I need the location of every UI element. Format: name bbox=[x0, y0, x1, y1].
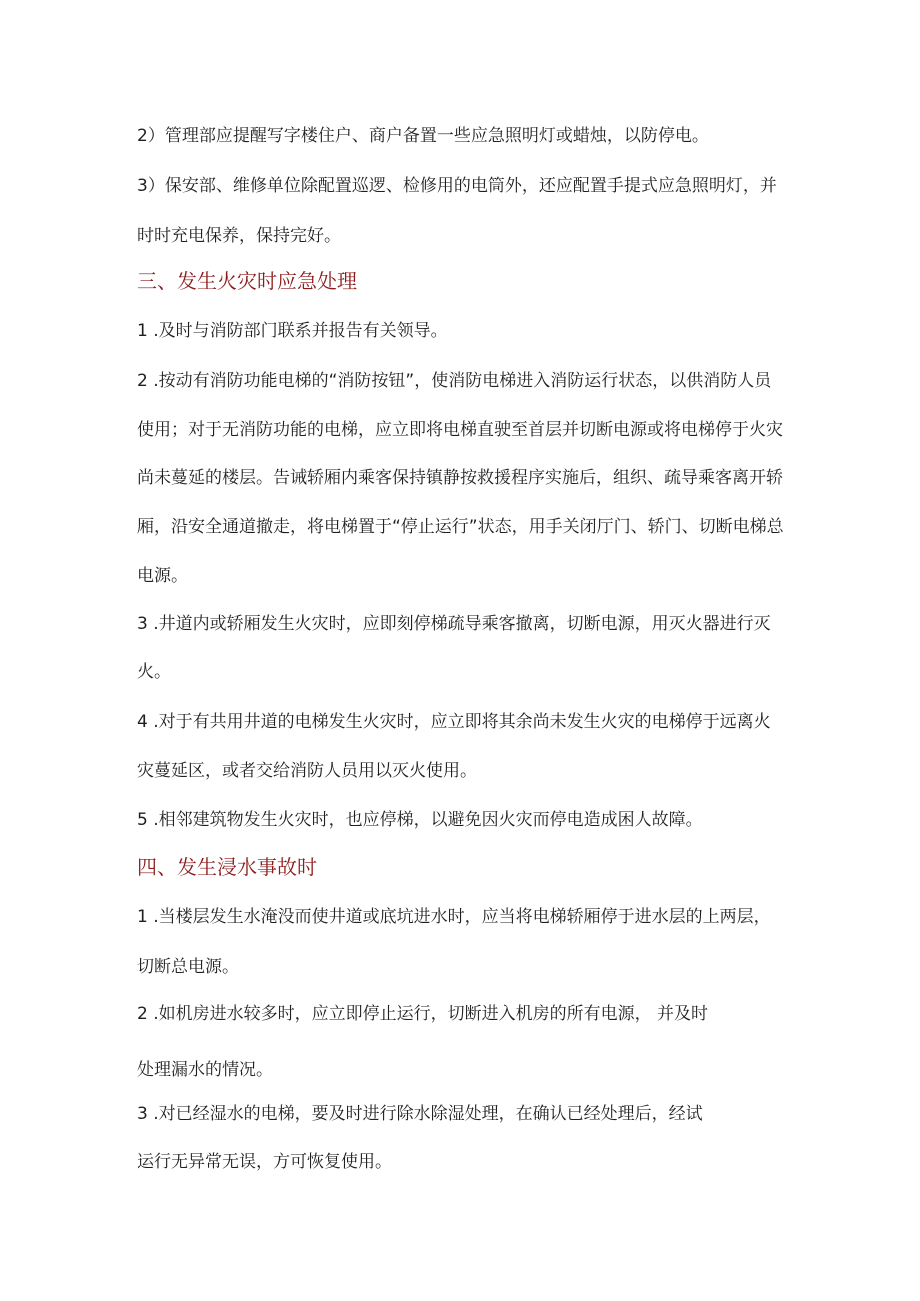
section-heading-flood: 四、发生浸水事故时 bbox=[137, 855, 317, 879]
paragraph-line: 2）管理部应提醒写字楼住户、商户备置一些应急照明灯或蜡烛，以防停电。 bbox=[137, 126, 709, 146]
paragraph-line: 3 .井道内或轿厢发生火灾时，应即刻停梯疏导乘客撤离，切断电源，用灭火器进行灭 bbox=[137, 614, 771, 634]
paragraph-line: 火。 bbox=[137, 662, 171, 682]
paragraph-line: 1 .当楼层发生水淹没而使井道或底坑进水时，应当将电梯轿厢停于进水层的上两层， bbox=[137, 907, 771, 927]
paragraph-line: 5 .相邻建筑物发生火灾时，也应停梯，以避免因火灾而停电造成困人故障。 bbox=[137, 810, 703, 830]
paragraph-line: 使用；对于无消防功能的电梯，应立即将电梯直驶至首层并切断电源或将电梯停于火灾 bbox=[137, 420, 783, 440]
paragraph-line: 切断总电源。 bbox=[137, 957, 239, 977]
paragraph-line: 处理漏水的情况。 bbox=[137, 1060, 273, 1080]
paragraph-line: 电源。 bbox=[137, 566, 188, 586]
paragraph-line: 灾蔓延区，或者交给消防人员用以灭火使用。 bbox=[137, 761, 477, 781]
paragraph-line: 3 .对已经湿水的电梯，要及时进行除水除湿处理，在确认已经处理后，经试 bbox=[137, 1104, 703, 1124]
paragraph-line: 2 .如机房进水较多时，应立即停止运行，切断进入机房的所有电源， 并及时 bbox=[137, 1004, 709, 1024]
paragraph-line: 1 .及时与消防部门联系并报告有关领导。 bbox=[137, 321, 448, 341]
paragraph-line: 2 .按动有消防功能电梯的“消防按钮”，使消防电梯进入消防运行状态，以供消防人员 bbox=[137, 371, 772, 391]
paragraph-line: 3）保安部、维修单位除配置巡逻、检修用的电筒外，还应配置手提式应急照明灯，并 bbox=[137, 176, 777, 196]
paragraph-line: 时时充电保养，保持完好。 bbox=[137, 226, 341, 246]
paragraph-line: 运行无异常无误，方可恢复使用。 bbox=[137, 1152, 392, 1172]
paragraph-line: 厢，沿安全通道撤走，将电梯置于“停止运行”状态，用手关闭厅门、轿门、切断电梯总 bbox=[137, 517, 784, 537]
paragraph-line: 4 .对于有共用井道的电梯发生火灾时，应立即将其余尚未发生火灾的电梯停于远离火 bbox=[137, 712, 771, 732]
section-heading-fire: 三、发生火灾时应急处理 bbox=[137, 269, 357, 293]
paragraph-line: 尚未蔓延的楼层。告诫轿厢内乘客保持镇静按救援程序实施后，组织、疏导乘客离开轿 bbox=[137, 468, 783, 488]
